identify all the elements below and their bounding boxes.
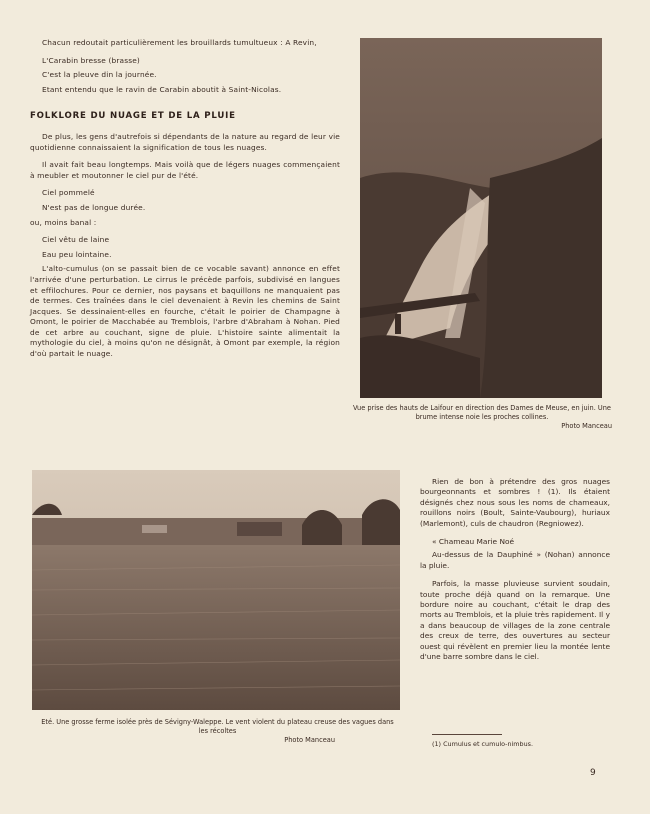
photo-caption-bottom bbox=[40, 718, 395, 745]
caption-text: Eté. Une grosse ferme isolée près de Sévigny-Waleppe. Le vent violent du plateau creuse des vagues dans les récoltes bbox=[41, 718, 394, 735]
caption-text: Vue prise des hauts de Laifour en direction des Dames de Meuse, en juin. Une brume intense noie les proches collines. bbox=[352, 404, 611, 421]
paragraph: Parfois, la masse pluvieuse survient soudain, toute proche déjà quand on la remarque. Une bordure noire au couchant, c'était le drap des morts au Tremblois, et la pluie très rapidement. Il y a dans beaucoup de villages de la zone centrale des creux de terre, des ouvertures au secteur ouest qui révèlent en premier lieu la montée lente d'une barre sombre dans le ciel. bbox=[420, 579, 610, 662]
paragraph: Rien de bon à prétendre des gros nuages bourgeonnants et sombres ! (1). Ils étaient désignés chez nous sous les noms de chameaux, rouillons noirs (Boult, Sainte-Vaubourg), huriaux (Marlemont), culs de chaudron (Regniowez). bbox=[420, 477, 610, 528]
left-text-column bbox=[30, 38, 340, 367]
photo-river-valley bbox=[360, 38, 602, 398]
photo-credit: Photo Manceau bbox=[561, 422, 612, 430]
photo-credit: Photo Manceau bbox=[284, 736, 335, 744]
paragraph: De plus, les gens d'autrefois si dépendants de la nature au regard de leur vie quotidienne connaissaient la signification de tous les nuages. bbox=[30, 131, 340, 152]
photo-farm-field bbox=[32, 470, 400, 710]
paragraph: ou, moins banal : bbox=[30, 217, 97, 227]
proverb-line: L'Carabin bresse (brasse) bbox=[42, 55, 140, 65]
proverb-line: « Chameau Marie Noé bbox=[432, 537, 515, 547]
photo-caption-top bbox=[352, 404, 612, 431]
proverb-line: N'est pas de longue durée. bbox=[42, 202, 146, 212]
footnote-divider bbox=[432, 734, 502, 735]
section-heading: FOLKLORE DU NUAGE ET DE LA PLUIE bbox=[30, 111, 236, 122]
proverb-line: Ciel pommelé bbox=[42, 188, 95, 198]
page-number: 9 bbox=[590, 768, 596, 778]
right-text-column bbox=[420, 477, 610, 671]
footnote: (1) Cumulus et cumulo-nimbus. bbox=[432, 740, 533, 748]
paragraph: L'alto-cumulus (on se passait bien de ce vocable savant) annonce en effet l'arrivée d'une perturbation. Le cirrus le précède parfois, subdivisé en langues et effilochures. Pour ce dernier, nos paysans et baquillons ne manquaient pas de termes. Ces traînées dans le ciel devenaient à Revin les chemins de Saint Jacques. Se dessinaient-elles en fourche, c'était le poirier de Champagne à Omont, le poirier de Macchabée au Tremblois, l'arbre d'Abraham à Nohan. Pied de cet arbre au couchant, signe de pluie. L'histoire sainte alimentait la mythologie du ciel, à moins qu'on ne désignât, à Omont par exemple, la région d'où partait le nuage. bbox=[30, 264, 340, 359]
proverb-line: C'est la pleuve din la journée. bbox=[42, 70, 157, 80]
proverb-line: Eau peu lointaine. bbox=[42, 249, 112, 259]
paragraph: Il avait fait beau longtemps. Mais voilà que de légers nuages commençaient à meubler et moutonner le ciel pur de l'été. bbox=[30, 160, 340, 180]
paragraph: Chacun redoutait particulièrement les brouillards tumultueux : A Revin, bbox=[42, 38, 317, 47]
proverb-line: Au-dessus de la Dauphiné » (Nohan) annonce la pluie. bbox=[420, 550, 610, 570]
proverb-line: Ciel vêtu de laine bbox=[42, 235, 110, 245]
paragraph: Etant entendu que le ravin de Carabin aboutit à Saint-Nicolas. bbox=[42, 84, 282, 94]
